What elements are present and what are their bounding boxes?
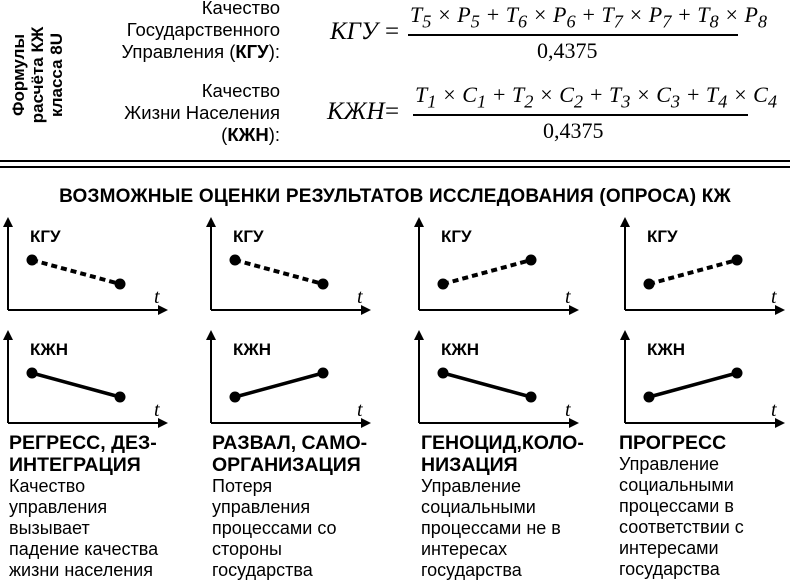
graph-3-kzhn-end-point [526, 392, 537, 403]
kzhn-label-line-3: ( [221, 124, 228, 145]
graph-1-kzhn-end-point [115, 392, 126, 403]
kzhn-formula-numerator: $T_1 \times C_1 + T_2 \times C_2 + T_3 \times C_3 + T_4 \times C_4$ [415, 82, 778, 112]
graph-2-kzhn-t-label: t [357, 399, 363, 421]
trend-graphs [0, 215, 790, 430]
scenario-progress-desc-line-1: Управление [619, 454, 720, 474]
kzhn-formula-equals: = [385, 98, 400, 125]
scenario-regress-title [9, 432, 199, 476]
graph-1-kzhn-y-arrow [3, 330, 13, 340]
scenario-collapse-desc-line-3: процессами со [212, 518, 337, 538]
scenario-collapse-title-line-1: РАЗВАЛ, САМО- [212, 432, 368, 454]
scenario-genocide-desc-line-1: Управление [421, 476, 522, 496]
divider-top-line [0, 160, 790, 162]
graph-4-kzhn-axis-label: КЖН [647, 340, 686, 359]
kzhn-formula-lhs: КЖН [327, 98, 385, 125]
scenario-regress [9, 432, 199, 581]
graph-4-kzhn-start-point [644, 392, 655, 403]
graph-2-kzhn-end-point [318, 368, 329, 379]
kgu-label-tail: ): [268, 41, 280, 62]
kgu-formula-denominator: 0,4375 [537, 38, 598, 63]
kgu-formula-fraction-bar [408, 34, 738, 36]
scenario-progress [619, 432, 789, 580]
scenario-genocide-desc-line-2: социальными [421, 497, 536, 517]
kzhn-formula-label [124, 80, 280, 146]
kgu-formula-label [122, 0, 280, 63]
graph-4-kgu-y-arrow [620, 217, 630, 227]
graph-3-kgu-end-point [526, 255, 537, 266]
graph-4-kzhn-t-label: t [771, 399, 777, 421]
kzhn-formula [327, 82, 778, 157]
scenario-progress-desc-line-4: соответствии с [619, 517, 744, 537]
scenario-progress-desc-line-3: процессами в [619, 496, 734, 516]
graph-3-kgu-axis-label: КГУ [441, 227, 472, 246]
graph-3-kgu-t-label: t [565, 286, 571, 308]
scenario-progress-description [619, 454, 789, 580]
kgu-formula-numerator: $T_5 \times P_5 + T_6 \times P_6 + T_7 \times P_7 + T_8 \times P_8$ [410, 2, 768, 32]
graph-3-kzhn-y-arrow [414, 330, 424, 340]
kzhn-formula-denominator: 0,4375 [543, 118, 604, 143]
scenario-genocide-title-line-1: ГЕНОЦИД,КОЛО- [421, 432, 584, 454]
graph-1-kzhn-t-label: t [154, 399, 160, 421]
scenario-genocide-desc-line-5: государства [421, 560, 522, 580]
graph-1-kgu-trend-line [32, 260, 120, 284]
graph-1-kzhn-trend-line [32, 373, 120, 397]
section-title: ВОЗМОЖНЫЕ ОЦЕНКИ РЕЗУЛЬТАТОВ ИССЛЕДОВАНИЯ (ОПРОСА) КЖ [59, 186, 731, 207]
scenario-regress-desc-line-2: управления [9, 497, 108, 517]
scenario-regress-title-line-2: ИНТЕГРАЦИЯ [9, 454, 141, 476]
graph-4-kzhn-y-arrow [620, 330, 630, 340]
graph-2-kzhn-axis-label: КЖН [233, 340, 272, 359]
graph-4-kzhn-trend-line [649, 373, 737, 397]
graph-2-kzhn-y-arrow [206, 330, 216, 340]
kgu-label-line-1: Качество [201, 0, 280, 18]
graph-1-kgu-end-point [115, 279, 126, 290]
graph-2-kgu-end-point [318, 279, 329, 290]
scenario-collapse-title [212, 432, 402, 476]
scenario-collapse-desc-line-1: Потеря [212, 476, 273, 496]
kgu-abbrev: КГУ [235, 41, 269, 62]
graph-3-kzhn-axis-label: КЖН [441, 340, 480, 359]
graph-2-kzhn-start-point [230, 392, 241, 403]
vertical-label-line-2: расчёта КЖ [28, 26, 47, 124]
graph-1-kgu-t-label: t [154, 286, 160, 308]
divider-bottom-line [0, 166, 790, 168]
graph-3-kgu-start-point [438, 279, 449, 290]
kzhn-label-line-2: Жизни Населения [124, 102, 280, 123]
kzhn-abbrev: КЖН [227, 124, 269, 145]
graph-3-kzhn-trend-line [443, 373, 531, 397]
scenario-regress-desc-line-4: падение качества [9, 539, 159, 559]
scenario-genocide-desc-line-4: интересах [421, 539, 508, 559]
kgu-formula [330, 0, 768, 75]
scenario-regress-desc-line-1: Качество [9, 476, 86, 496]
graph-3-kzhn-start-point [438, 368, 449, 379]
scenario-progress-title-line-1: ПРОГРЕСС [619, 432, 727, 454]
scenario-regress-description [9, 476, 199, 581]
graph-3-kgu-y-arrow [414, 217, 424, 227]
scenario-progress-desc-line-6: государства [619, 559, 720, 579]
graph-2-kgu-start-point [230, 255, 241, 266]
vertical-formula-label [2, 0, 70, 150]
graph-2-kgu-axis-label: КГУ [233, 227, 264, 246]
scenario-genocide-title [421, 432, 611, 476]
scenario-regress-title-line-1: РЕГРЕСС, ДЕЗ- [9, 432, 157, 454]
kgu-label-line-2: Государственного [126, 19, 280, 40]
graph-3-kgu-trend-line [443, 260, 531, 284]
scenario-genocide-title-line-2: НИЗАЦИЯ [421, 454, 518, 476]
graph-2-kgu-t-label: t [357, 286, 363, 308]
scenario-collapse [212, 432, 402, 581]
graph-1-kzhn-start-point [27, 368, 38, 379]
graph-4-kgu-axis-label: КГУ [647, 227, 678, 246]
graph-4-kgu-end-point [732, 255, 743, 266]
scenario-progress-desc-line-5: интересами [619, 538, 719, 558]
vertical-label-line-3: класса 8U [47, 33, 66, 117]
scenario-progress-desc-line-2: социальными [619, 475, 734, 495]
graph-3-kzhn-t-label: t [565, 399, 571, 421]
scenario-collapse-desc-line-2: управления [212, 497, 311, 517]
kgu-formula-lhs: КГУ [330, 18, 378, 45]
kzhn-label-tail: ): [268, 124, 280, 145]
kgu-formula-equals: = [385, 18, 400, 45]
graph-1-kgu-start-point [27, 255, 38, 266]
scenario-regress-desc-line-5: жизни населения [9, 560, 153, 580]
scenario-collapse-desc-line-4: стороны [212, 539, 282, 559]
graph-2-kgu-y-arrow [206, 217, 216, 227]
scenario-genocide [421, 432, 611, 581]
graph-1-kzhn-axis-label: КЖН [30, 340, 69, 359]
graph-4-kzhn-end-point [732, 368, 743, 379]
graph-2-kzhn-trend-line [235, 373, 323, 397]
kzhn-formula-fraction-bar [413, 114, 748, 116]
scenario-regress-desc-line-3: вызывает [9, 518, 90, 538]
vertical-label-line-1: Формулы [9, 34, 28, 116]
graph-4-kgu-start-point [644, 279, 655, 290]
scenario-progress-title [619, 432, 789, 454]
graph-2-kgu-trend-line [235, 260, 323, 284]
graph-1-kgu-axis-label: КГУ [30, 227, 61, 246]
scenario-collapse-title-line-2: ОРГАНИЗАЦИЯ [212, 454, 361, 476]
kgu-label-line-3: Управления ( [121, 41, 236, 62]
graph-1-kgu-y-arrow [3, 217, 13, 227]
kzhn-label-line-1: Качество [201, 80, 280, 101]
scenario-collapse-description [212, 476, 402, 581]
graph-4-kgu-trend-line [649, 260, 737, 284]
graph-4-kgu-t-label: t [771, 286, 777, 308]
scenario-genocide-description [421, 476, 611, 581]
scenario-collapse-desc-line-5: государства [212, 560, 313, 580]
scenario-genocide-desc-line-3: процессами не в [421, 518, 561, 538]
